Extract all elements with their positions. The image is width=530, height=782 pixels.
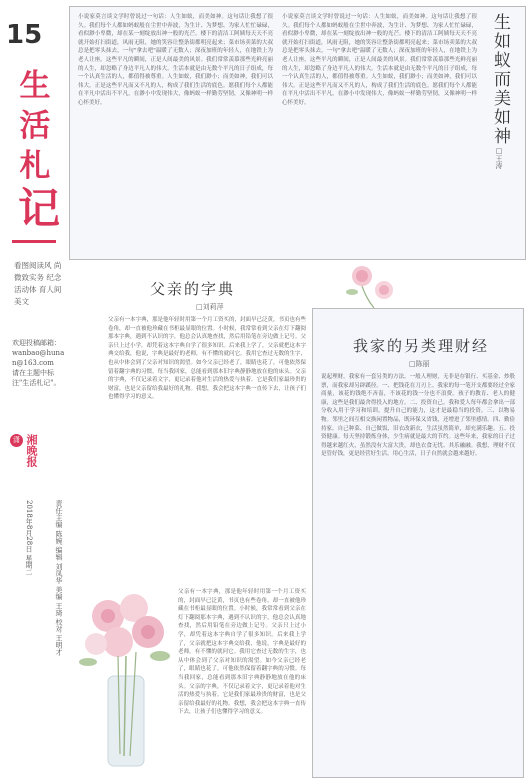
section-char-2: 活 bbox=[19, 108, 51, 144]
editor-credits: 责任主编 陈婉 编辑 刘凤华 美编 王琦 校对 王明才 bbox=[55, 500, 63, 656]
sidebar bbox=[0, 0, 66, 782]
section-char-1: 生 bbox=[19, 68, 51, 104]
article-author: □陈丽 bbox=[409, 360, 430, 368]
divider bbox=[12, 240, 56, 243]
article-body: 父亲有一本字典，那是他年轻时用第一个月工资买的，封面早已泛黄，书页也有些卷角，却一直被他珍藏在书柜最显眼的位置。小时候，我常常看到父亲在灯下翻阅那本字典，遇到不认识的字，他总会认真地查找，然后用铅笔在旁边做上记号。父亲只上过小学，却凭着这本字典自学了很多知识。后来我上学了，父亲就把这本字典交给我，他说，字典是最好的老师，有不懂的就问它。我用它查过无数的生字，也从中体会到了父亲对知识的渴望。如今父亲已经老了，眼睛也花了，可他依然保留着翻字典的习惯。每当我回家，总能看到那本旧字典静静地放在他的床头。父亲的字典，不仅记录着文字，更记录着他对生活的热爱与执着。它是我们家最珍贵的财富，也是父亲留给我最好的礼物。我想，我会把这本字典一直传下去，让孩子们也懂得学习的意义。 bbox=[108, 317, 306, 401]
section-tagline: 看图阅读风 尚微致实务 纪念活动体 育人间美文 bbox=[14, 261, 62, 306]
section-char-4: 记 bbox=[18, 184, 61, 233]
page-number: 15 bbox=[6, 20, 43, 50]
article-title: 父亲的字典 bbox=[150, 280, 236, 298]
contact-note: 请在主题中标注"生活札记"。 bbox=[12, 369, 61, 387]
contact-label: 欢迎投稿邮箱： bbox=[12, 339, 61, 347]
section-char-3: 札 bbox=[19, 148, 51, 184]
article-life-like-ant bbox=[69, 6, 526, 260]
logo-badge-icon: 潇 bbox=[10, 434, 23, 447]
article-body: 小说家莫言谈文学时曾说过一句话：人生如蚁，而美如神。这句话让我想了很久。我们每个人都如蚂蚁般在尘世中奔波，为生计、为梦想、为家人忙忙碌碌，看似渺小卑微，却在某一刻绽放出神一般的光芒。楼下的清洁工阿姨每天天不亮就开始打扫街道，风雨无阻，她的笑容让整条街都明亮起来；菜市场卖菜的大叔总是把零头抹去，一句"拿去吧"温暖了无数人；深夜加班的年轻人，在地铁上为老人让座。这些平凡的瞬间，正是人间最美的风景。我们常常羡慕那些光鲜亮丽的人生，却忽略了身边平凡人的伟大。生活本就是由无数个平凡的日子组成，每一个认真生活的人，都值得被尊重。人生如蚁，我们渺小；而美如神，我们可以伟大。正是这些平凡而又不凡的人，构成了我们生活的底色。愿我们每个人都能在平凡中活出不平凡，在渺小中发现伟大，像蚂蚁一样勤劳坚韧，又像神明一样心怀美好。 bbox=[78, 14, 273, 106]
article-body-col2: 小说家莫言谈文学时曾说过一句话：人生如蚁，而美如神。这句话让我想了很久。我们每个人都如蚂蚁般在尘世中奔波，为生计、为梦想、为家人忙忙碌碌，看似渺小卑微，却在某一刻绽放出神一般的光芒。楼下的清洁工阿姨每天天不亮就开始打扫街道，风雨无阻，她的笑容让整条街都明亮起来；菜市场卖菜的大叔总是把零头抹去，一句"拿去吧"温暖了无数人；深夜加班的年轻人，在地铁上为老人让座。这些平凡的瞬间，正是人间最美的风景。我们常常羡慕那些光鲜亮丽的人生，却忽略了身边平凡人的伟大。生活本就是由无数个平凡的日子组成，每一个认真生活的人，都值得被尊重。人生如蚁，我们渺小；而美如神，我们可以伟大。正是这些平凡而又不凡的人，构成了我们生活的底色。愿我们每个人都能在平凡中活出不平凡，在渺小中发现伟大，像蚂蚁一样勤劳坚韧，又像神明一样心怀美好。 bbox=[282, 14, 477, 106]
newspaper-logo bbox=[10, 434, 60, 490]
section-title bbox=[18, 66, 61, 233]
article-body-col2: 父亲有一本字典，那是他年轻时用第一个月工资买的，封面早已泛黄，书页也有些卷角，却一直被他珍藏在书柜最显眼的位置。小时候，我常常看到父亲在灯下翻阅那本字典，遇到不认识的字，他总会认真地查找，然后用铅笔在旁边做上记号。父亲只上过小学，却凭着这本字典自学了很多知识。后来我上学了，父亲就把这本字典交给我，他说，字典是最好的老师，有不懂的就问它。我用它查过无数的生字，也从中体会到了父亲对知识的渴望。如今父亲已经老了，眼睛也花了，可他依然保留着翻字典的习惯。每当我回家，总能看到那本旧字典静静地放在他的床头。父亲的字典，不仅记录着文字，更记录着他对生活的热爱与执着。它是我们家最珍贵的财富，也是父亲留给我最好的礼物。我想，我会把这本字典一直传下去，让孩子们也懂得学习的意义。 bbox=[178, 589, 306, 716]
article-title: 我家的另类理财经 bbox=[353, 337, 490, 355]
issue-date: 2018年8月28日 星期二 bbox=[25, 500, 33, 576]
flower-vase-illustration bbox=[78, 586, 174, 776]
contact-info bbox=[12, 338, 66, 388]
article-author: □王涛 bbox=[495, 147, 503, 169]
contact-email[interactable]: wanbao@hunan@163.com bbox=[12, 349, 65, 367]
article-body: 说起理财，我家有一套另类的方法。一般人理财，无非是存银行、买基金、炒股票，而我家却另辟蹊径。一、把钱花在刀刃上。我家的每一笔开支都要经过全家商量，该花的钱绝不吝啬，不该花的钱一分也不浪费。孩子的教育、老人的健康，这些是我们最舍得投入的地方。二、投资自己。我和爱人每年都会拿出一部分收入用于学习和培训，提升自己的能力，这才是最稳当的投资。三、以物易物。邻里之间互相交换闲置物品，既环保又省钱，还增进了邻里感情。四、勤俭持家。自己种菜、自己做饭、旧衣改新衣，生活虽然简单，却充满乐趣。五、投资健康。每天坚持锻炼身体，少生病就是最大的节约。这些年来，我家的日子过得越来越红火，虽然没有大富大贵，却也衣食无忧、其乐融融。我想，理财不仅是管好钱，更是经营好生活。用心生活，日子自然就会越来越好。 bbox=[321, 374, 515, 458]
article-title: 生如蚁而美如神 bbox=[490, 13, 510, 146]
rose-illustration bbox=[340, 262, 400, 310]
article-author: □刘莉萍 bbox=[196, 303, 224, 311]
logo-name: 湘晚报 bbox=[25, 434, 38, 467]
article-family-finance bbox=[312, 308, 524, 778]
